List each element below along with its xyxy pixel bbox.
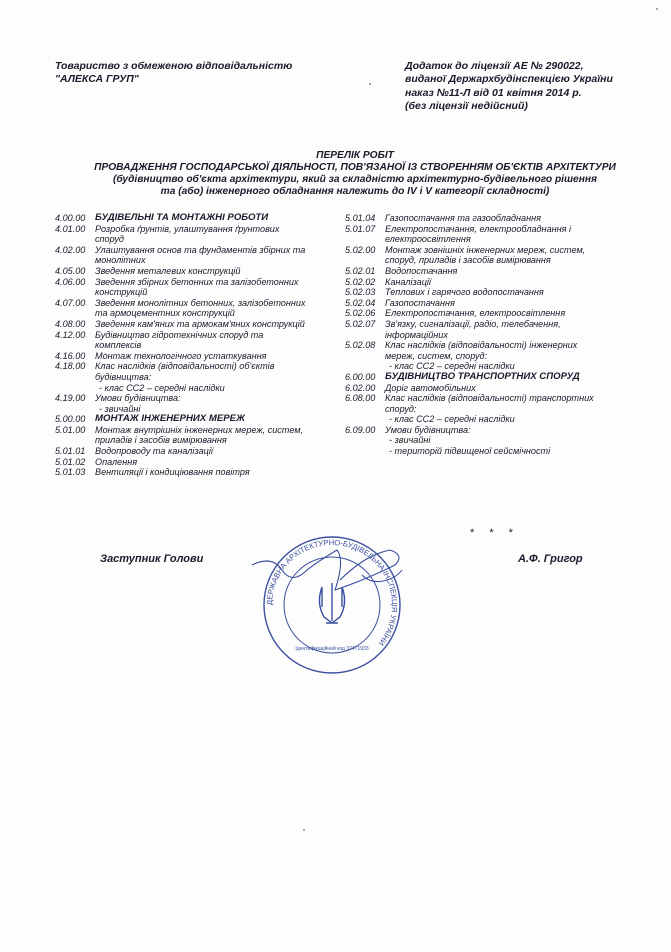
- scan-speck: [303, 829, 305, 831]
- work-text: Улаштування основ та фундаментів збірних та: [95, 244, 306, 255]
- work-text: - територій підвищеної сейсмічності: [389, 446, 551, 457]
- work-code: 5.02.00: [345, 244, 376, 255]
- work-item: [345, 435, 650, 446]
- title-line-3: (будівництво об'єкта архітектури, який за складністю архітектурно-будівельного рішення: [112, 174, 598, 185]
- work-code: 6.00.00: [345, 371, 376, 382]
- work-item: [55, 383, 340, 394]
- work-code: 4.19.00: [55, 393, 86, 404]
- annex-block: [405, 60, 655, 114]
- work-text: Розробка ґрунтів, улаштування ґрунтових: [95, 223, 280, 234]
- work-text: будівництва:: [95, 371, 152, 382]
- work-code: 5.01.00: [55, 424, 86, 435]
- work-code: [55, 404, 95, 415]
- work-code: 5.01.04: [345, 213, 376, 223]
- work-text: - звичайні: [99, 403, 141, 414]
- work-item: [55, 298, 340, 309]
- section-heading: [55, 213, 340, 224]
- work-text: Клас наслідків (відповідальності) об'єктів: [95, 361, 275, 372]
- work-item: [55, 393, 340, 404]
- work-text: Електропостачання, електрообладнання і: [385, 223, 572, 234]
- work-item: [55, 467, 340, 478]
- work-text: споруд, приладів і засобів вимірювання: [385, 255, 551, 266]
- annex-line-2: виданої Держархбудінспекцією України: [405, 73, 613, 86]
- work-text: споруд: [95, 234, 124, 245]
- company-line-1: Товариство з обмеженою відповідальністю: [55, 60, 293, 72]
- work-code: 5.02.04: [345, 297, 376, 308]
- work-item: [55, 330, 340, 341]
- work-code: [55, 255, 95, 266]
- stamp-code-text: Ідентифікаційний код 37471933: [295, 646, 369, 652]
- work-code: [55, 340, 95, 351]
- work-code: 6.09.00: [345, 424, 376, 435]
- work-text: Зведення збірних бетонних та залізобетонних: [95, 276, 299, 287]
- work-item: [55, 351, 340, 362]
- work-item: [345, 224, 650, 235]
- work-code: 4.01.00: [55, 223, 86, 234]
- work-text: - звичайні: [389, 435, 431, 446]
- work-code: 5.02.06: [345, 308, 376, 319]
- work-item: [345, 393, 650, 404]
- work-code: [345, 404, 385, 415]
- work-code: 4.08.00: [55, 318, 86, 329]
- work-text: Каналізації: [385, 276, 431, 287]
- work-text: комплексів: [95, 340, 142, 351]
- work-item: [55, 340, 340, 351]
- work-item: [345, 340, 650, 351]
- work-item: [345, 277, 650, 288]
- work-code: [345, 330, 385, 341]
- work-code: 4.12.00: [55, 329, 86, 340]
- work-code: 5.02.08: [345, 340, 376, 351]
- work-code: 5.01.01: [55, 446, 86, 457]
- work-code: [345, 234, 385, 245]
- work-item: [55, 266, 340, 277]
- work-item: [345, 414, 650, 425]
- work-text: - клас СС2 – середні наслідки: [99, 382, 225, 393]
- work-text: та армоцементних конструкцій: [95, 308, 235, 319]
- work-item: [345, 234, 650, 245]
- work-code: 5.00.00: [55, 414, 86, 425]
- work-text: Водопостачання: [385, 265, 458, 276]
- stamp-ring-text: ДЕРЖАВНА АРХІТЕКТУРНО-БУДІВЕЛЬНА ІНСПЕКЦІЯ УКРАЇНИ: [264, 537, 400, 648]
- work-item: [55, 457, 340, 468]
- work-text: Монтаж технологічного устаткування: [95, 350, 267, 361]
- work-item: [345, 245, 650, 256]
- work-item: [55, 287, 340, 298]
- work-text: Зв'язку, сигналізації, радіо, телебачення,: [385, 318, 561, 329]
- work-item: [55, 255, 340, 266]
- work-text: БУДІВНИЦТВО ТРАНСПОРТНИХ СПОРУД: [385, 370, 580, 382]
- work-code: 4.18.00: [55, 361, 86, 372]
- work-text: МОНТАЖ ІНЖЕНЕРНИХ МЕРЕЖ: [95, 413, 245, 425]
- annex-line-4: (без ліцензії недійсний): [405, 100, 528, 113]
- works-list-left: [55, 213, 340, 478]
- work-text: - клас СС2 – середні наслідки: [389, 414, 515, 425]
- work-code: 6.08.00: [345, 393, 376, 404]
- work-code: 5.02.07: [345, 318, 376, 329]
- scan-speck: [369, 83, 371, 85]
- work-code: 5.02.02: [345, 276, 376, 287]
- work-code: [55, 383, 95, 394]
- work-item: [55, 446, 340, 457]
- work-text: Умови будівництва:: [385, 424, 471, 435]
- work-text: споруд:: [385, 403, 417, 414]
- work-item: [55, 319, 340, 330]
- work-item: [55, 277, 340, 288]
- work-item: [345, 383, 650, 394]
- work-text: Опалення: [95, 456, 138, 467]
- title-line-1: ПЕРЕЛІК РОБІТ: [316, 150, 394, 161]
- work-code: [55, 372, 95, 383]
- work-code: 4.16.00: [55, 350, 86, 361]
- work-text: Газопостачання та газообладнання: [385, 213, 541, 223]
- stamp-seal: [252, 537, 402, 673]
- work-code: [345, 361, 385, 372]
- work-item: [345, 255, 650, 266]
- works-list-right: [345, 213, 650, 457]
- work-item: [55, 435, 340, 446]
- work-item: [345, 319, 650, 330]
- work-code: [55, 287, 95, 298]
- signatory-name: А.Ф. Григор: [518, 553, 583, 565]
- work-item: [345, 404, 650, 415]
- separator-stars: * * *: [470, 527, 519, 539]
- section-heading: [55, 414, 340, 425]
- work-text: Доріг автомобільних: [385, 382, 476, 393]
- work-text: Зведення кам'яних та армокам'яних конструкцій: [95, 318, 305, 329]
- section-heading: [345, 372, 650, 383]
- work-code: 5.01.02: [55, 456, 86, 467]
- work-code: [345, 446, 385, 457]
- work-text: - клас СС2 – середні наслідки: [389, 361, 515, 372]
- official-stamp: [232, 525, 442, 685]
- work-code: [55, 435, 95, 446]
- annex-line-1: Додаток до ліцензії АЕ № 290022,: [405, 60, 584, 72]
- work-item: [55, 224, 340, 235]
- work-item: [345, 266, 650, 277]
- work-text: монолітних: [95, 255, 146, 266]
- work-text: Вентиляції і кондиціювання повітря: [95, 467, 250, 478]
- work-code: [345, 435, 385, 446]
- work-text: приладів і засобів вимірювання: [95, 435, 227, 446]
- annex-line-3: наказ №11-Л від 01 квітня 2014 р.: [405, 86, 582, 99]
- work-code: [345, 351, 385, 362]
- work-item: [55, 308, 340, 319]
- work-text: конструкцій: [95, 287, 148, 298]
- work-code: [55, 308, 95, 319]
- work-item: [55, 234, 340, 245]
- company-line-2: "АЛЕКСА ГРУП": [55, 73, 139, 85]
- work-text: мереж, систем, споруд:: [385, 350, 488, 361]
- work-item: [55, 372, 340, 383]
- work-text: Клас наслідків (відповідальності) транспортних: [385, 393, 594, 404]
- work-item: [345, 287, 650, 298]
- work-item: [345, 298, 650, 309]
- work-text: Будівництво гідротехнічних споруд та: [95, 329, 264, 340]
- title-line-4: та (або) інженерного обладнання належить до IV і V категорії складності): [160, 186, 550, 197]
- work-text: Клас наслідків (відповідальності) інженерних: [385, 340, 578, 351]
- work-text: Теплових і гарячого водопостачання: [385, 287, 544, 298]
- work-code: 4.05.00: [55, 265, 86, 276]
- work-text: Монтаж зовнішніх інженерних мереж, систем,: [385, 244, 586, 255]
- work-code: 5.02.03: [345, 287, 376, 298]
- work-code: 6.02.00: [345, 382, 376, 393]
- company-block: [55, 60, 355, 86]
- work-text: інформаційних: [385, 329, 448, 340]
- signatory-title: Заступник Голови: [100, 553, 204, 565]
- work-text: Водопроводу та каналізації: [95, 446, 213, 457]
- work-code: 5.02.01: [345, 265, 376, 276]
- work-text: Зведення металевих конструкцій: [95, 265, 241, 276]
- work-item: [345, 425, 650, 436]
- work-code: 4.06.00: [55, 276, 86, 287]
- work-code: [345, 414, 385, 425]
- work-code: 4.00.00: [55, 213, 86, 223]
- work-text: БУДІВЕЛЬНІ ТА МОНТАЖНІ РОБОТИ: [95, 212, 269, 223]
- work-item: [55, 425, 340, 436]
- scan-speck: [656, 8, 658, 10]
- work-code: 5.01.07: [345, 223, 376, 234]
- work-code: 4.02.00: [55, 244, 86, 255]
- work-item: [55, 361, 340, 372]
- work-text: Газопостачання: [385, 297, 455, 308]
- title-line-2: ПРОВАДЖЕННЯ ГОСПОДАРСЬКОЇ ДІЯЛЬНОСТІ, ПОВ'ЯЗАНОЇ ІЗ СТВОРЕННЯМ ОБ'ЄКТІВ АРХІТЕКТУРИ: [94, 162, 616, 173]
- work-item: [345, 308, 650, 319]
- work-item: [55, 245, 340, 256]
- work-item: [345, 213, 650, 224]
- work-text: Електропостачання, електроосвітлення: [385, 308, 566, 319]
- work-item: [345, 330, 650, 341]
- work-item: [345, 351, 650, 362]
- work-item: [345, 446, 650, 457]
- work-text: Монтаж внутрішніх інженерних мереж, систем,: [95, 424, 304, 435]
- work-code: [55, 234, 95, 245]
- document-title: [60, 150, 650, 198]
- work-code: 4.07.00: [55, 297, 86, 308]
- work-code: [345, 255, 385, 266]
- work-text: Умови будівництва:: [95, 393, 181, 404]
- work-text: Зведення монолітних бетонних, залізобетонних: [95, 297, 306, 308]
- work-text: електроосвітлення: [385, 234, 471, 245]
- work-code: 5.01.03: [55, 467, 86, 478]
